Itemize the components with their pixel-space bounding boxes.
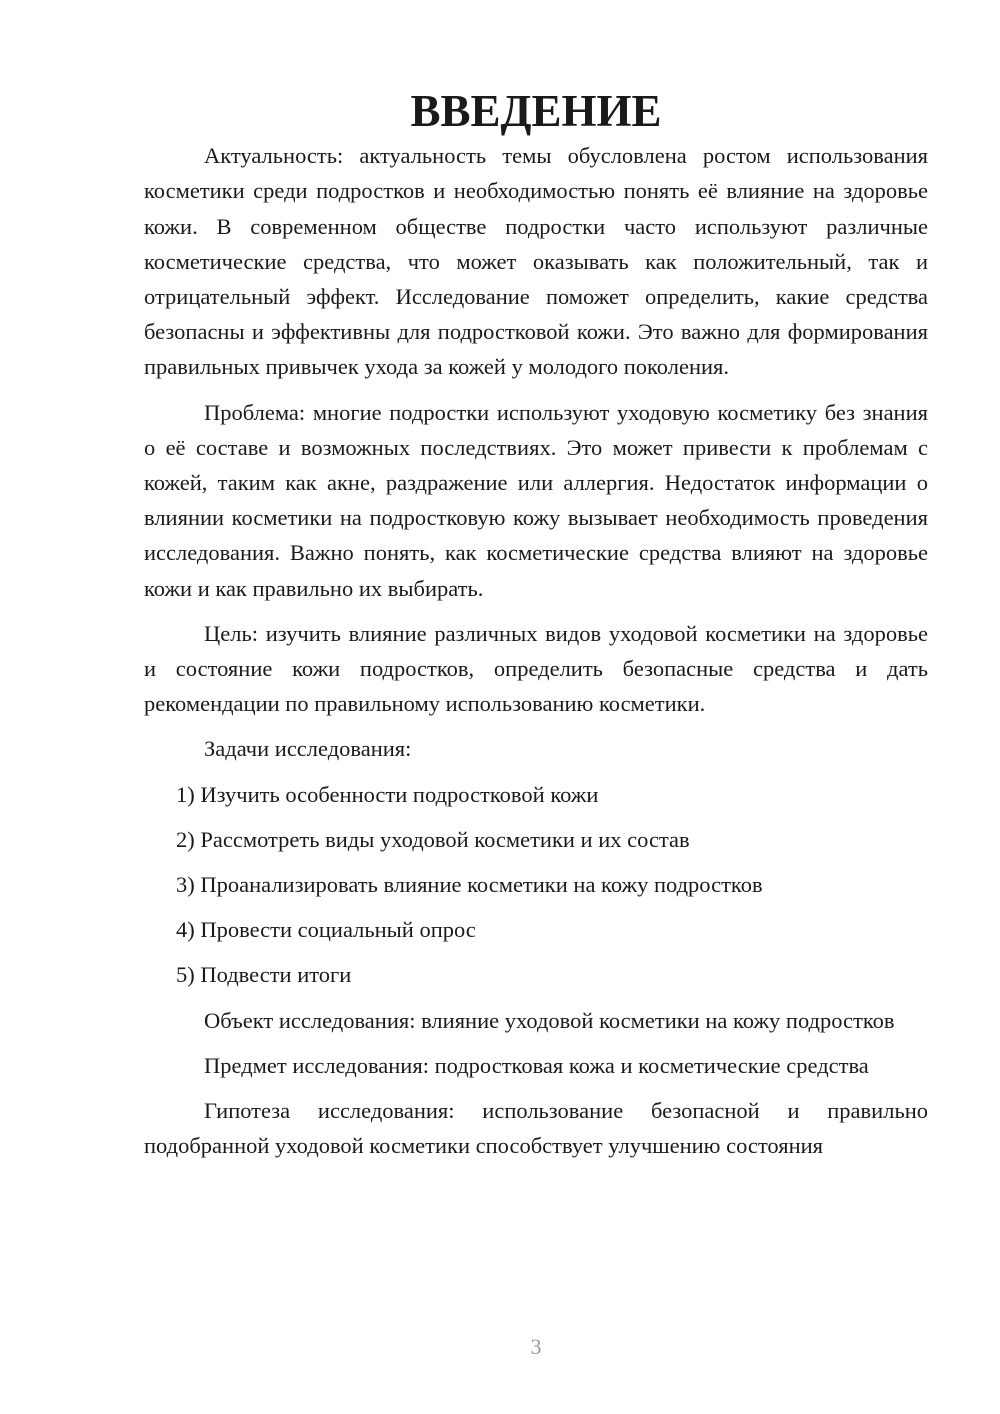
task-item-3: 3) Проанализировать влияние косметики на кожу подростков	[176, 872, 763, 898]
paragraph-goal: Цель: изучить влияние различных видов уходовой косметики на здоровье и состояние кожи подростков, определить безопасные средства и дать рекомендации по правильному использованию косметики.	[144, 620, 928, 717]
page-number: 3	[530, 1334, 542, 1359]
paragraph-relevance: Актуальность: актуальность темы обусловлена ростом использования косметики среди подростков и необходимостью понять её влияние на здоровье кожи. В современном обществе подростки часто используют различные косметические средства, что может оказывать как положительный, так и отрицательный эффект. Исследование поможет определить, какие средства безопасны и эффективны для подростковой кожи. Это важно для формирования правильных привычек ухода за кожей у молодого поколения.	[144, 143, 928, 380]
task-item-5: 5) Подвести итоги	[176, 962, 352, 988]
tasks-title: Задачи исследования:	[204, 736, 412, 762]
paragraph-object: Объект исследования: влияние уходовой косметики на кожу подростков	[204, 1007, 895, 1033]
page-content	[144, 86, 928, 1163]
paragraph-hypothesis: Гипотеза исследования: использование безопасной и правильно подобранной уходовой косметики способствует улучшению состояния	[144, 1098, 928, 1159]
task-item-4: 4) Провести социальный опрос	[176, 917, 476, 943]
task-item-2: 2) Рассмотреть виды уходовой косметики и их состав	[176, 826, 690, 852]
paragraph-subject: Предмет исследования: подростковая кожа и косметические средства	[204, 1052, 869, 1078]
tasks-list	[144, 777, 928, 993]
task-item-1: 1) Изучить особенности подростковой кожи	[176, 781, 599, 807]
section-heading: ВВЕДЕНИЕ	[410, 86, 662, 136]
paragraph-problem: Проблема: многие подростки используют уходовую косметику без знания о её составе и возможных последствиях. Это может привести к проблемам с кожей, таким как акне, раздражение или аллергия. Недостаток информации о влиянии косметики на подростковую кожу вызывает необходимость проведения исследования. Важно понять, как косметические средства влияют на здоровье кожи и как правильно их выбирать.	[144, 399, 928, 601]
